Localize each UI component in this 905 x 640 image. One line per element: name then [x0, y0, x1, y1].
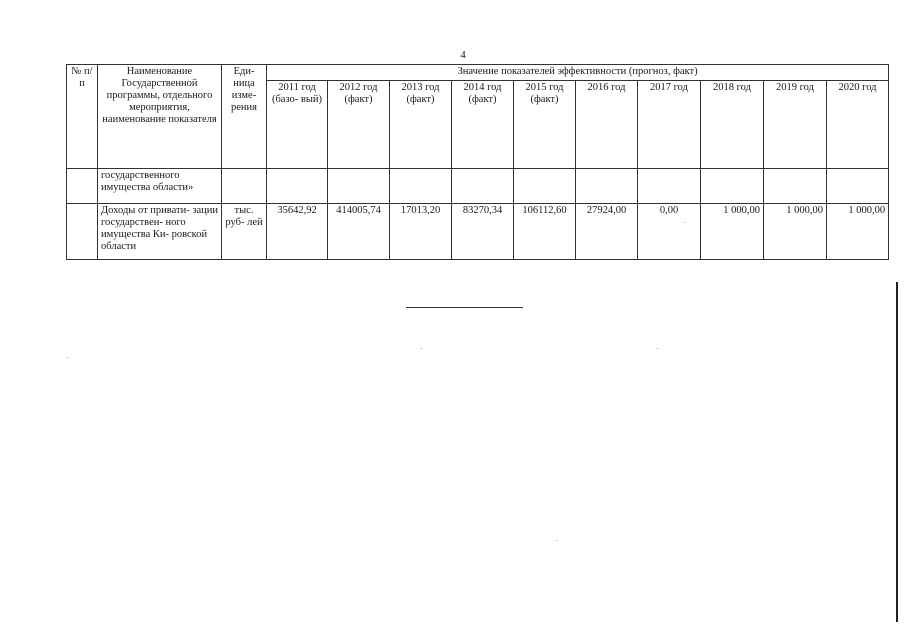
- header-name: Наименование Государственной программы, отдельного мероприятия, наименование показателя: [98, 65, 222, 169]
- empty-cell: [390, 169, 452, 204]
- value-2016: 27924,00: [576, 204, 638, 260]
- header-year-2015: 2015 год (факт): [514, 81, 576, 169]
- table-header-group-row: [67, 65, 889, 81]
- row-name: Доходы от привати- зации государствен- ного имущества Ки- ровской области: [98, 204, 222, 260]
- header-indicator-values: Значение показателей эффективности (прогноз, факт): [267, 65, 889, 81]
- empty-cell: [514, 169, 576, 204]
- value-2018: 1 000,00: [701, 204, 764, 260]
- empty-cell: [701, 169, 764, 204]
- value-2020: 1 000,00: [827, 204, 889, 260]
- value-2015: 106112,60: [514, 204, 576, 260]
- header-year-2013: 2013 год (факт): [390, 81, 452, 169]
- footer-rule: [406, 307, 523, 308]
- header-unit: Еди- ница изме- рения: [222, 65, 267, 169]
- scan-speck: [421, 348, 422, 349]
- empty-cell: [267, 169, 328, 204]
- table-row: [67, 169, 889, 204]
- empty-cell: [576, 169, 638, 204]
- empty-cell: [638, 169, 701, 204]
- scan-speck: [67, 357, 68, 358]
- indicators-table: [66, 64, 889, 260]
- header-year-2017: 2017 год: [638, 81, 701, 169]
- value-2011: 35642,92: [267, 204, 328, 260]
- value-2012: 414005,74: [328, 204, 390, 260]
- row-name: государственного имущества области»: [98, 169, 222, 204]
- empty-cell: [328, 169, 390, 204]
- header-year-2011: 2011 год (базо- вый): [267, 81, 328, 169]
- header-year-2016: 2016 год: [576, 81, 638, 169]
- empty-cell: [764, 169, 827, 204]
- row-number: [67, 204, 98, 260]
- scan-edge-mark: [896, 282, 898, 622]
- empty-cell: [827, 169, 889, 204]
- page-number: 4: [460, 49, 466, 61]
- row-unit: тыс. руб- лей: [222, 204, 267, 260]
- value-2014: 83270,34: [452, 204, 514, 260]
- header-year-2019: 2019 год: [764, 81, 827, 169]
- row-number: [67, 169, 98, 204]
- value-2019: 1 000,00: [764, 204, 827, 260]
- header-year-2014: 2014 год (факт): [452, 81, 514, 169]
- header-year-2018: 2018 год: [701, 81, 764, 169]
- table-row: [67, 204, 889, 260]
- value-2013: 17013,20: [390, 204, 452, 260]
- scan-speck: [657, 348, 658, 349]
- header-year-2012: 2012 год (факт): [328, 81, 390, 169]
- header-year-2020: 2020 год: [827, 81, 889, 169]
- scan-speck: [556, 540, 557, 541]
- header-number: № п/п: [67, 65, 98, 169]
- empty-cell: [452, 169, 514, 204]
- value-2017: 0,00: [638, 204, 701, 260]
- row-unit: [222, 169, 267, 204]
- scan-speck: [684, 222, 685, 223]
